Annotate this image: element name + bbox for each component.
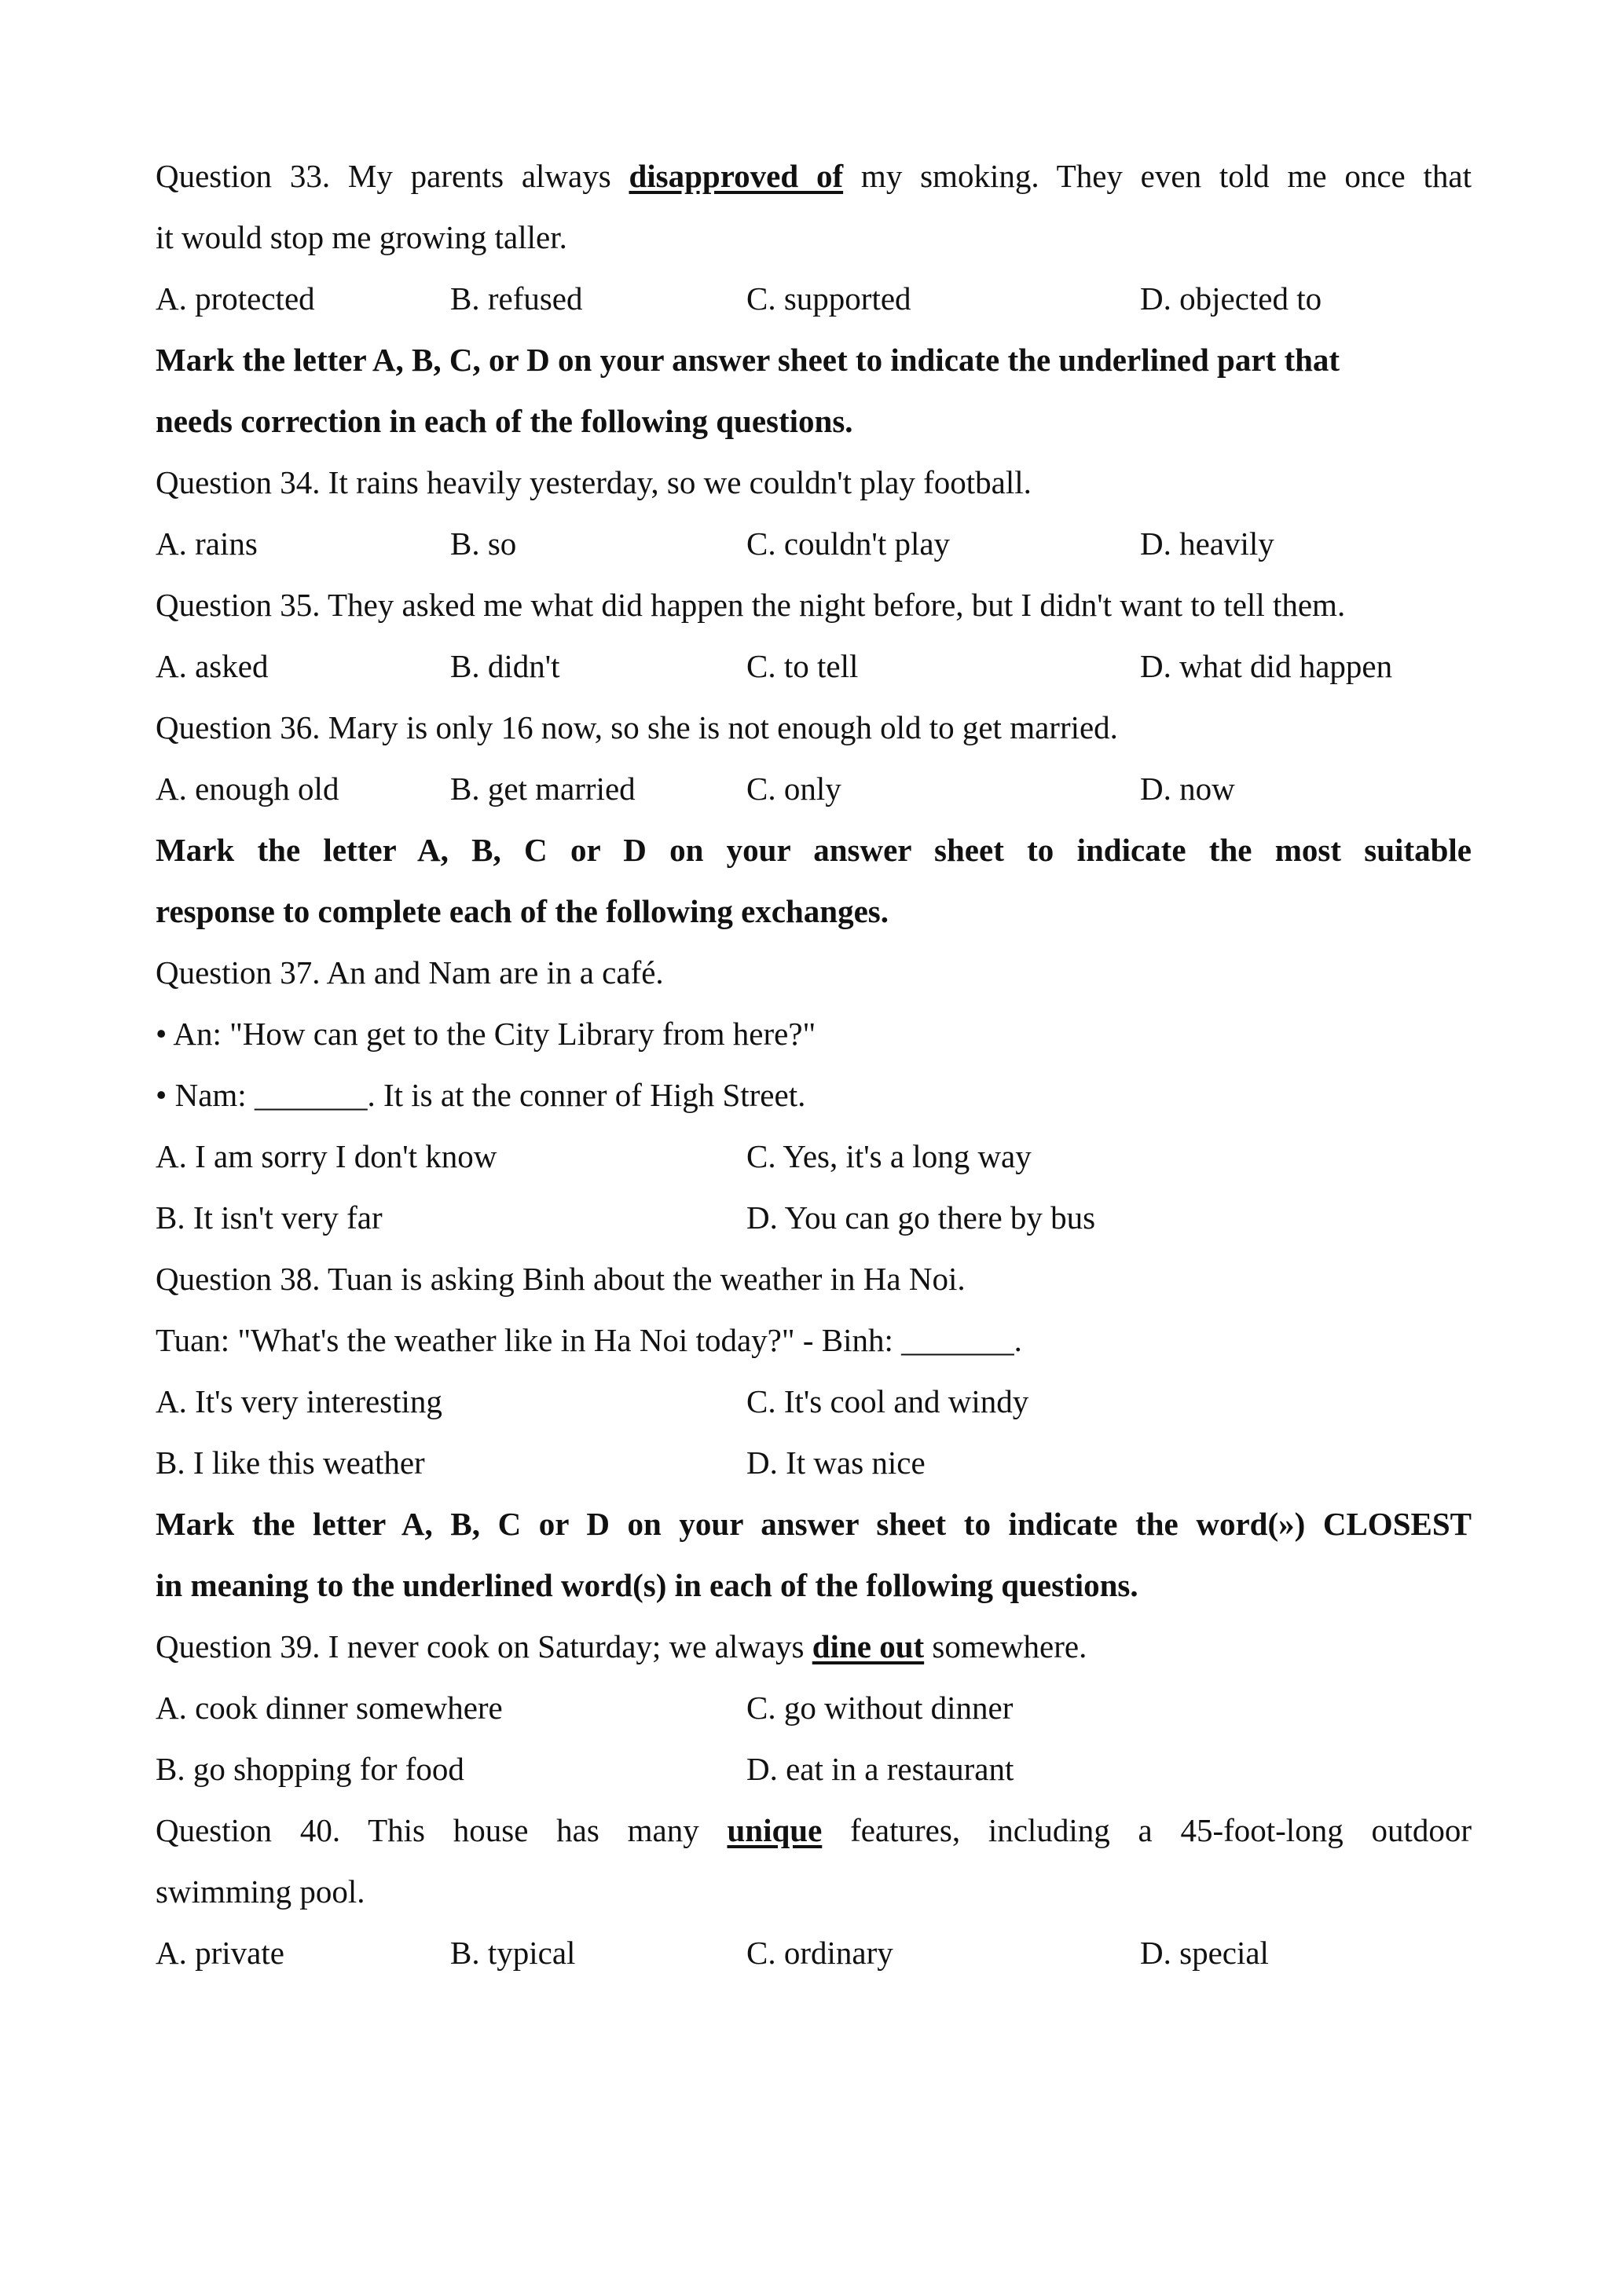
question-37-option-c: C. Yes, it's a long way — [746, 1138, 1032, 1174]
question-39-options-row1 — [156, 1677, 1472, 1738]
question-33-option-a: A. protected — [156, 280, 315, 317]
question-39-option-c: C. go without dinner — [746, 1690, 1014, 1726]
question-40-option-b: B. typical — [450, 1935, 576, 1971]
question-40-options — [156, 1922, 1472, 1983]
question-36-option-d: D. now — [1140, 771, 1235, 807]
question-40-option-d: D. special — [1140, 1935, 1269, 1971]
exam-page — [156, 145, 1472, 1983]
question-33-option-d: D. objected to — [1140, 280, 1322, 317]
question-36-text: Question 36. Mary is only 16 now, so she is not enough old to get married. — [156, 709, 1118, 745]
question-37-options-row2 — [156, 1187, 1472, 1248]
question-39-option-d: D. eat in a restaurant — [746, 1751, 1014, 1787]
question-37-dialog-an: • An: "How can get to the City Library from here?" — [156, 1016, 816, 1052]
question-39-text — [156, 1616, 1472, 1677]
question-37-option-d: D. You can go there by bus — [746, 1199, 1096, 1236]
question-35-text: Question 35. They asked me what did happen the night before, but I didn't want to tell them. — [156, 587, 1346, 623]
question-40-prefix: Question 40. This house has many — [156, 1812, 699, 1848]
question-34-option-d: D. heavily — [1140, 525, 1274, 562]
question-39-options-row2 — [156, 1738, 1472, 1800]
question-39-suffix: somewhere. — [932, 1628, 1087, 1664]
question-36-option-b: B. get married — [450, 771, 636, 807]
question-38-text: Question 38. Tuan is asking Binh about the weather in Ha Noi. — [156, 1261, 966, 1297]
question-36-options — [156, 758, 1472, 819]
question-40-option-a: A. private — [156, 1935, 284, 1971]
question-37-option-a: A. I am sorry I don't know — [156, 1138, 497, 1174]
question-34-options — [156, 513, 1472, 574]
instruction-closest-line2: in meaning to the underlined word(s) in each of the following questions. — [156, 1567, 1138, 1603]
question-33-suffix: my smoking. They even told me once that — [860, 158, 1472, 194]
question-35-option-d: D. what did happen — [1140, 648, 1393, 684]
question-36-option-c: C. only — [746, 771, 841, 807]
question-38-option-c: C. It's cool and windy — [746, 1383, 1029, 1419]
question-37-option-b: B. It isn't very far — [156, 1199, 383, 1236]
question-40-underlined: unique — [727, 1812, 823, 1848]
question-33-text-continued: it would stop me growing taller. — [156, 219, 567, 255]
question-33-option-c: C. supported — [746, 280, 911, 317]
question-38-option-d: D. It was nice — [746, 1445, 926, 1481]
question-37-text: Question 37. An and Nam are in a café. — [156, 954, 664, 991]
question-37-options-row1 — [156, 1126, 1472, 1187]
question-36-option-a: A. enough old — [156, 771, 339, 807]
question-40-text-continued: swimming pool. — [156, 1873, 365, 1910]
question-35-options — [156, 635, 1472, 697]
question-35-option-b: B. didn't — [450, 648, 560, 684]
question-33-prefix: Question 33. My parents always — [156, 158, 611, 194]
instruction-correction-line1: Mark the letter A, B, C, or D on your answer sheet to indicate the underlined part that — [156, 342, 1340, 378]
question-40-suffix: features, including a 45-foot-long outdoor — [850, 1812, 1472, 1848]
question-38-option-a: A. It's very interesting — [156, 1383, 442, 1419]
instruction-response-line1: Mark the letter A, B, C or D on your answer sheet to indicate the most suitable — [156, 832, 1472, 868]
question-34-option-a: A. rains — [156, 525, 258, 562]
question-39-option-a: A. cook dinner somewhere — [156, 1690, 503, 1726]
question-33-option-b: B. refused — [450, 280, 583, 317]
question-40-text — [156, 1800, 1472, 1861]
instruction-correction-line2: needs correction in each of the following questions. — [156, 403, 853, 439]
question-37-dialog-nam: • Nam: _______. It is at the conner of High Street. — [156, 1077, 806, 1113]
instruction-response-line2: response to complete each of the following exchanges. — [156, 893, 889, 929]
question-34-option-b: B. so — [450, 525, 517, 562]
question-39-underlined: dine out — [812, 1628, 925, 1664]
question-39-option-b: B. go shopping for food — [156, 1751, 464, 1787]
question-38-options-row2 — [156, 1432, 1472, 1493]
question-38-option-b: B. I like this weather — [156, 1445, 425, 1481]
question-38-options-row1 — [156, 1371, 1472, 1432]
question-38-dialog: Tuan: "What's the weather like in Ha Noi today?" - Binh: _______. — [156, 1322, 1022, 1358]
question-34-option-c: C. couldn't play — [746, 525, 951, 562]
question-40-option-c: C. ordinary — [746, 1935, 893, 1971]
question-34-text: Question 34. It rains heavily yesterday, so we couldn't play football. — [156, 464, 1032, 500]
question-33-options — [156, 268, 1472, 329]
question-35-option-c: C. to tell — [746, 648, 859, 684]
instruction-closest-line1: Mark the letter A, B, C or D on your answer sheet to indicate the word(») CLOSEST — [156, 1506, 1472, 1542]
question-39-prefix: Question 39. I never cook on Saturday; we always — [156, 1628, 805, 1664]
question-35-option-a: A. asked — [156, 648, 269, 684]
question-33-underlined: disapproved of — [629, 158, 844, 194]
question-33-text — [156, 145, 1472, 207]
